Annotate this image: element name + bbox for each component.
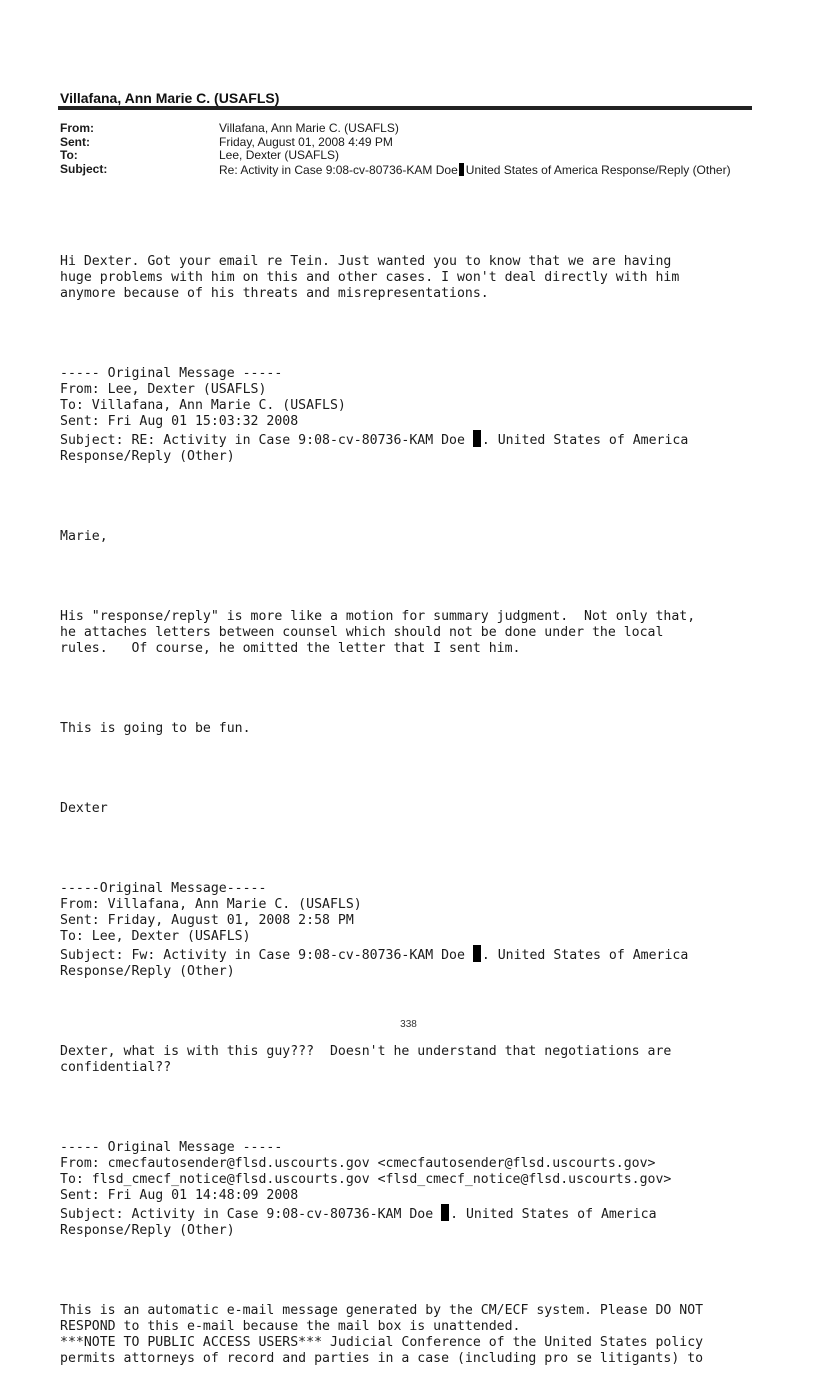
text-line: This is an automatic e-mail message generated by the CM/ECF system. Please DO NOT (60, 1303, 704, 1318)
to-row (60, 149, 739, 163)
subject-text-end: United States of America Response/Reply (Other) (465, 162, 731, 177)
salutation: Marie, (60, 529, 108, 544)
text-line: RESPOND to this e-mail because the mail box is unattended. (60, 1319, 521, 1334)
from-row (60, 122, 739, 136)
redaction-block (473, 945, 481, 962)
page-number: 338 (400, 1019, 417, 1030)
om-subject-cont: Response/Reply (Other) (60, 449, 235, 464)
sent-label: Sent: (60, 134, 90, 149)
original-message-marker: -----Original Message----- (60, 881, 267, 896)
email-body (60, 222, 760, 1399)
redaction-block (473, 430, 481, 447)
om-sent: Sent: Fri Aug 01 15:03:32 2008 (60, 414, 299, 429)
text-line: confidential?? (60, 1060, 172, 1075)
text-line: he attaches letters between counsel which should not be done under the local (60, 625, 664, 640)
om-subject (60, 945, 760, 964)
reply-paragraph (60, 254, 760, 302)
om-subject (60, 430, 760, 449)
redaction-block (459, 163, 464, 176)
original-message-header-2 (60, 881, 760, 980)
om-to: To: flsd_cmecf_notice@flsd.uscourts.gov <flsd_cmecf_notice@flsd.uscourts.gov> (60, 1172, 672, 1187)
text-line: Hi Dexter. Got your email re Tein. Just wanted you to know that we are having (60, 254, 672, 269)
signoff: Dexter (60, 801, 108, 816)
title-divider (58, 106, 752, 110)
original-message-marker: ----- Original Message ----- (60, 366, 283, 381)
original-message-header-3 (60, 1140, 760, 1239)
om-to: To: Villafana, Ann Marie C. (USAFLS) (60, 398, 346, 413)
text-line: huge problems with him on this and other cases. I won't deal directly with him (60, 270, 680, 285)
om-from: From: Lee, Dexter (USAFLS) (60, 382, 267, 397)
redaction-block (441, 1204, 449, 1221)
text-line: permits attorneys of record and parties in a case (including pro se litigants) to (60, 1351, 704, 1366)
om-sent: Sent: Friday, August 01, 2008 2:58 PM (60, 913, 354, 928)
om-from: From: Villafana, Ann Marie C. (USAFLS) (60, 897, 362, 912)
original-message-header-1 (60, 366, 760, 465)
text-line: anymore because of his threats and misrepresentations. (60, 286, 489, 301)
sent-value: Friday, August 01, 2008 4:49 PM (219, 134, 393, 149)
om-subject-start: Subject: RE: Activity in Case 9:08-cv-80736-KAM Doe (60, 433, 473, 448)
original-message-marker: ----- Original Message ----- (60, 1140, 283, 1155)
om-sent: Sent: Fri Aug 01 14:48:09 2008 (60, 1188, 299, 1203)
subject-value (219, 163, 739, 178)
text-line: Dexter, what is with this guy??? Doesn't he understand that negotiations are (60, 1044, 672, 1059)
message-paragraph: This is going to be fun. (60, 721, 251, 736)
message-paragraph (60, 1044, 760, 1076)
to-value: Lee, Dexter (USAFLS) (219, 148, 340, 162)
om-to: To: Lee, Dexter (USAFLS) (60, 929, 251, 944)
subject-label: Subject: (60, 161, 108, 176)
text-line: ***NOTE TO PUBLIC ACCESS USERS*** Judicial Conference of the United States policy (60, 1335, 704, 1350)
subject-text-start: Re: Activity in Case 9:08-cv-80736-KAM Doe (219, 162, 458, 177)
om-subject-start: Subject: Fw: Activity in Case 9:08-cv-80736-KAM Doe (60, 948, 473, 963)
to-label: To: (60, 148, 78, 162)
om-subject-end: . United States of America (481, 433, 689, 448)
email-header (60, 122, 739, 177)
from-value: Villafana, Ann Marie C. (USAFLS) (219, 121, 399, 135)
om-from: From: cmecfautosender@flsd.uscourts.gov <cmecfautosender@flsd.uscourts.gov> (60, 1156, 656, 1171)
sender-title: Villafana, Ann Marie C. (USAFLS) (60, 90, 280, 106)
message-paragraph (60, 609, 760, 657)
sent-row (60, 136, 739, 150)
from-label: From: (60, 121, 94, 135)
om-subject-end: . United States of America (481, 948, 689, 963)
om-subject (60, 1204, 760, 1223)
om-subject-cont: Response/Reply (Other) (60, 964, 235, 979)
om-subject-cont: Response/Reply (Other) (60, 1223, 235, 1238)
text-line: His "response/reply" is more like a motion for summary judgment. Not only that, (60, 609, 696, 624)
automatic-notice (60, 1303, 760, 1367)
om-subject-end: . United States of America (450, 1207, 657, 1222)
om-subject-start: Subject: Activity in Case 9:08-cv-80736-KAM Doe (60, 1207, 442, 1222)
text-line: rules. Of course, he omitted the letter that I sent him. (60, 641, 521, 656)
subject-row (60, 163, 739, 178)
